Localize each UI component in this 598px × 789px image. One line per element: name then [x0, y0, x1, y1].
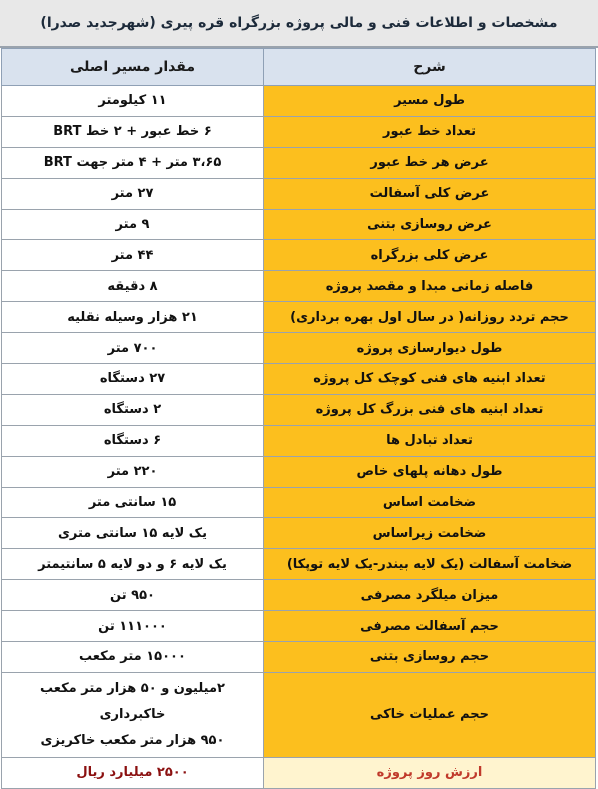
table-row	[2, 302, 596, 333]
row-label: عرض هر خط عبور	[264, 147, 596, 178]
value-line: خاکبرداری	[99, 706, 166, 722]
row-value: ۲۷ متر	[2, 178, 264, 209]
row-label: حجم روسازی بتنی	[264, 642, 596, 673]
table-row	[2, 178, 596, 209]
row-value: ۱۵ سانتی متر	[2, 487, 264, 518]
row-value: ۴۴ متر	[2, 240, 264, 271]
value-line: ۲میلیون و ۵۰ هزار متر مکعب	[40, 680, 225, 696]
row-label: طول دهانه پلهای خاص	[264, 456, 596, 487]
table-row	[2, 394, 596, 425]
table-row	[2, 271, 596, 302]
row-label: تعداد ابنیه های فنی کوچک کل پروژه	[264, 364, 596, 395]
row-value: ۶ خط عبور + ۲ خط BRT	[2, 116, 264, 147]
spec-table	[1, 48, 596, 789]
page-title: مشخصات و اطلاعات فنی و مالی پروژه بزرگراه قره پیری (شهرجدید صدرا)	[0, 0, 598, 48]
table-row	[2, 642, 596, 673]
row-value: ۲۵۰۰ میلیارد ریال	[2, 757, 264, 788]
row-value: ۱۱ کیلومتر	[2, 86, 264, 117]
table-row	[2, 240, 596, 271]
row-value: ۱۵۰۰۰ متر مکعب	[2, 642, 264, 673]
row-value: ۷۰۰ متر	[2, 333, 264, 364]
row-value: ۶ دستگاه	[2, 425, 264, 456]
row-label: طول مسیر	[264, 86, 596, 117]
row-label: عرض کلی آسفالت	[264, 178, 596, 209]
table-row-earthworks	[2, 672, 596, 757]
table-row	[2, 209, 596, 240]
table-row	[2, 116, 596, 147]
row-value: ۲۷ دستگاه	[2, 364, 264, 395]
row-label: حجم عملیات خاکی	[264, 672, 596, 757]
row-label: میزان میلگرد مصرفی	[264, 580, 596, 611]
row-value: ۳،۶۵ متر + ۴ متر جهت BRT	[2, 147, 264, 178]
table-row	[2, 333, 596, 364]
row-label: حجم آسفالت مصرفی	[264, 611, 596, 642]
row-label: ضخامت آسفالت (یک لایه بیندر-یک لایه توپکا)	[264, 549, 596, 580]
row-value: ۲ دستگاه	[2, 394, 264, 425]
row-value: یک لایه ۶ و دو لایه ۵ سانتیمتر	[2, 549, 264, 580]
row-label: ضخامت زیراساس	[264, 518, 596, 549]
table-row	[2, 86, 596, 117]
table-row	[2, 580, 596, 611]
row-label: عرض روسازی بتنی	[264, 209, 596, 240]
value-line: ۹۵۰ هزار متر مکعب خاکریزی	[40, 732, 225, 748]
table-row	[2, 549, 596, 580]
row-label: تعداد ابنیه های فنی بزرگ کل پروژه	[264, 394, 596, 425]
table-row	[2, 518, 596, 549]
table-row	[2, 147, 596, 178]
row-value: ۱۱۱۰۰۰ تن	[2, 611, 264, 642]
row-label: تعداد خط عبور	[264, 116, 596, 147]
table-row	[2, 425, 596, 456]
row-label: تعداد تبادل ها	[264, 425, 596, 456]
row-value: ۹ متر	[2, 209, 264, 240]
table-row	[2, 611, 596, 642]
row-label: ارزش روز پروژه	[264, 757, 596, 788]
table-row-project-value	[2, 757, 596, 788]
row-value-multiline	[2, 672, 264, 757]
row-label: حجم تردد روزانه( در سال اول بهره برداری)	[264, 302, 596, 333]
table-row	[2, 487, 596, 518]
row-value: ۹۵۰ تن	[2, 580, 264, 611]
row-value: ۲۲۰ متر	[2, 456, 264, 487]
header-description: شرح	[264, 49, 596, 86]
row-label: ضخامت اساس	[264, 487, 596, 518]
row-label: فاصله زمانی مبدا و مقصد پروژه	[264, 271, 596, 302]
header-value: مقدار مسیر اصلی	[2, 49, 264, 86]
row-value: ۲۱ هزار وسیله نقلیه	[2, 302, 264, 333]
row-value: یک لایه ۱۵ سانتی متری	[2, 518, 264, 549]
row-label: طول دیوارسازی پروژه	[264, 333, 596, 364]
table-row	[2, 364, 596, 395]
row-label: عرض کلی بزرگراه	[264, 240, 596, 271]
row-value: ۸ دقیقه	[2, 271, 264, 302]
table-row	[2, 456, 596, 487]
table-header-row	[2, 49, 596, 86]
